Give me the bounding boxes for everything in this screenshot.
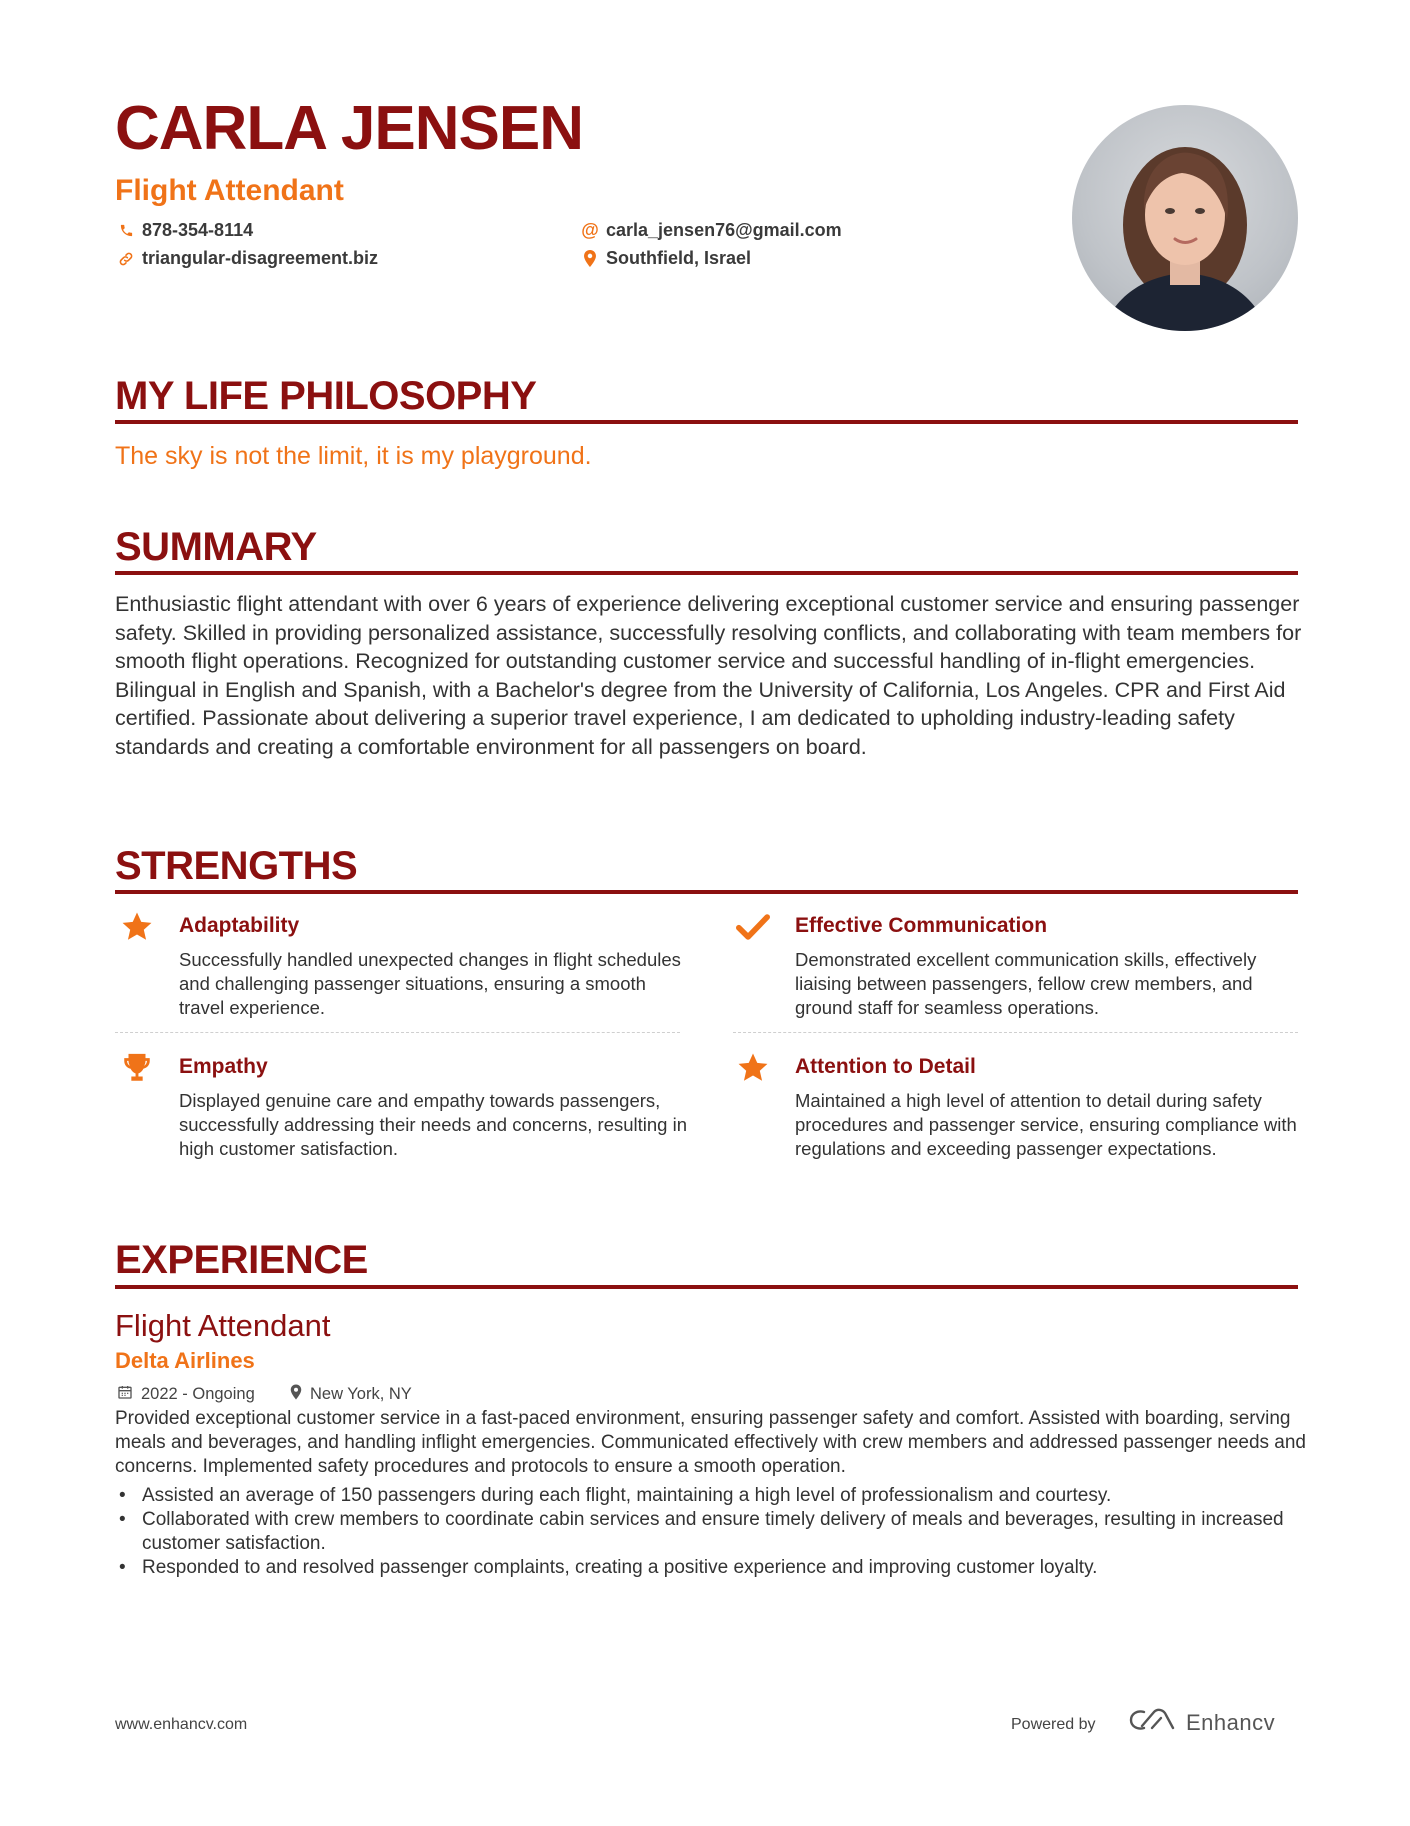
location-pin-icon — [582, 251, 598, 267]
experience-divider — [115, 1285, 1298, 1289]
job-description: Provided exceptional customer service in a fast-paced environment, ensuring passenger safety and comfort. Assisted with boarding, serving meals and beverages, and handling inflight emergencies. Communicated effectively with crew members and addressed passenger needs and concerns. Implemented safety procedures and protocols to ensure a smooth operation. — [115, 1408, 1306, 1477]
contact-email[interactable] — [582, 220, 842, 241]
phone-icon — [118, 223, 134, 239]
contact-website[interactable] — [118, 248, 378, 269]
achievement-item: • Assisted an average of 150 passengers during each flight, maintaining a high level of professionalism and courtesy. — [115, 1484, 1310, 1508]
achievement-item: • Responded to and resolved passenger complaints, creating a positive experience and improving customer loyalty. — [115, 1556, 1310, 1580]
enhancv-logo[interactable] — [1128, 1706, 1275, 1739]
strength-description: Demonstrated excellent communication skills, effectively liaising between passengers, fellow crew members, and ground staff for seamless operations. — [795, 949, 1257, 1018]
strength-title: Adaptability — [179, 914, 300, 937]
strength-separator — [733, 1032, 1298, 1033]
enhancv-brand-name: Enhancv — [1186, 1709, 1276, 1735]
star-icon — [118, 908, 156, 946]
contact-location — [582, 248, 751, 269]
strength-title: Attention to Detail — [795, 1055, 976, 1078]
strength-title: Empathy — [179, 1055, 268, 1078]
website-text: triangular-disagreement.biz — [142, 248, 379, 268]
candidate-role: Flight Attendant — [115, 174, 344, 207]
email-text: carla_jensen76@gmail.com — [606, 220, 842, 240]
checkmark-icon — [734, 908, 772, 946]
location-text: Southfield, Israel — [606, 248, 752, 268]
job-dates-text: 2022 - Ongoing — [141, 1385, 255, 1403]
strength-description: Displayed genuine care and empathy towards passengers, successfully addressing their needs and concerns, resulting in high customer satisfaction. — [179, 1090, 688, 1159]
at-sign-icon: @ — [581, 220, 599, 240]
strength-separator — [115, 1032, 680, 1033]
strengths-heading: STRENGTHS — [115, 844, 358, 888]
phone-text: 878-354-8114 — [142, 220, 254, 240]
strength-title: Effective Communication — [795, 914, 1048, 937]
summary-heading: SUMMARY — [115, 525, 317, 569]
job-title: Flight Attendant — [115, 1308, 331, 1343]
philosophy-heading: MY LIFE PHILOSOPHY — [115, 374, 537, 418]
job-dates — [117, 1384, 255, 1405]
calendar-icon — [117, 1384, 133, 1405]
philosophy-divider — [115, 420, 1298, 424]
footer-url[interactable]: www.enhancv.com — [115, 1716, 248, 1733]
link-icon — [118, 251, 134, 267]
strength-description: Successfully handled unexpected changes in flight schedules and challenging passenger situations, ensuring a smooth travel experience. — [179, 949, 681, 1018]
location-pin-icon — [290, 1384, 302, 1405]
enhancv-logo-icon — [1128, 1706, 1176, 1739]
star-icon — [734, 1049, 772, 1087]
job-location-text: New York, NY — [310, 1385, 412, 1403]
achievements-list — [115, 1484, 1310, 1580]
strength-description: Maintained a high level of attention to detail during safety procedures and passenger service, ensuring compliance with regulations and exceeding passenger expectations. — [795, 1090, 1297, 1159]
contact-phone[interactable] — [118, 220, 253, 241]
company-name: Delta Airlines — [115, 1348, 255, 1373]
philosophy-quote: The sky is not the limit, it is my playground. — [115, 442, 592, 470]
job-location — [290, 1384, 412, 1405]
achievement-item: • Collaborated with crew members to coordinate cabin services and ensure timely delivery of meals and beverages, resulting in increased customer satisfaction. — [115, 1508, 1310, 1556]
candidate-name: CARLA JENSEN — [115, 94, 583, 163]
experience-heading: EXPERIENCE — [115, 1238, 368, 1282]
summary-text: Enthusiastic flight attendant with over 6 years of experience delivering exceptional customer service and ensuring passenger safety. Skilled in providing personalized assistance, successfully resolving conflicts, and collaborating with team members for smooth flight operations. Recognized for outstanding customer service and successful handling of in-flight emergencies. Bilingual in English and Spanish, with a Bachelor's degree from the University of California, Los Angeles. CPR and First Aid certified. Passionate about delivering a superior travel experience, I am dedicated to upholding industry-leading safety standards and creating a comfortable environment for all passengers on board. — [115, 592, 1302, 759]
strengths-divider — [115, 890, 1298, 894]
profile-photo — [1072, 105, 1298, 331]
trophy-icon — [118, 1049, 156, 1087]
powered-by-label: Powered by — [1011, 1716, 1096, 1733]
summary-divider — [115, 571, 1298, 575]
